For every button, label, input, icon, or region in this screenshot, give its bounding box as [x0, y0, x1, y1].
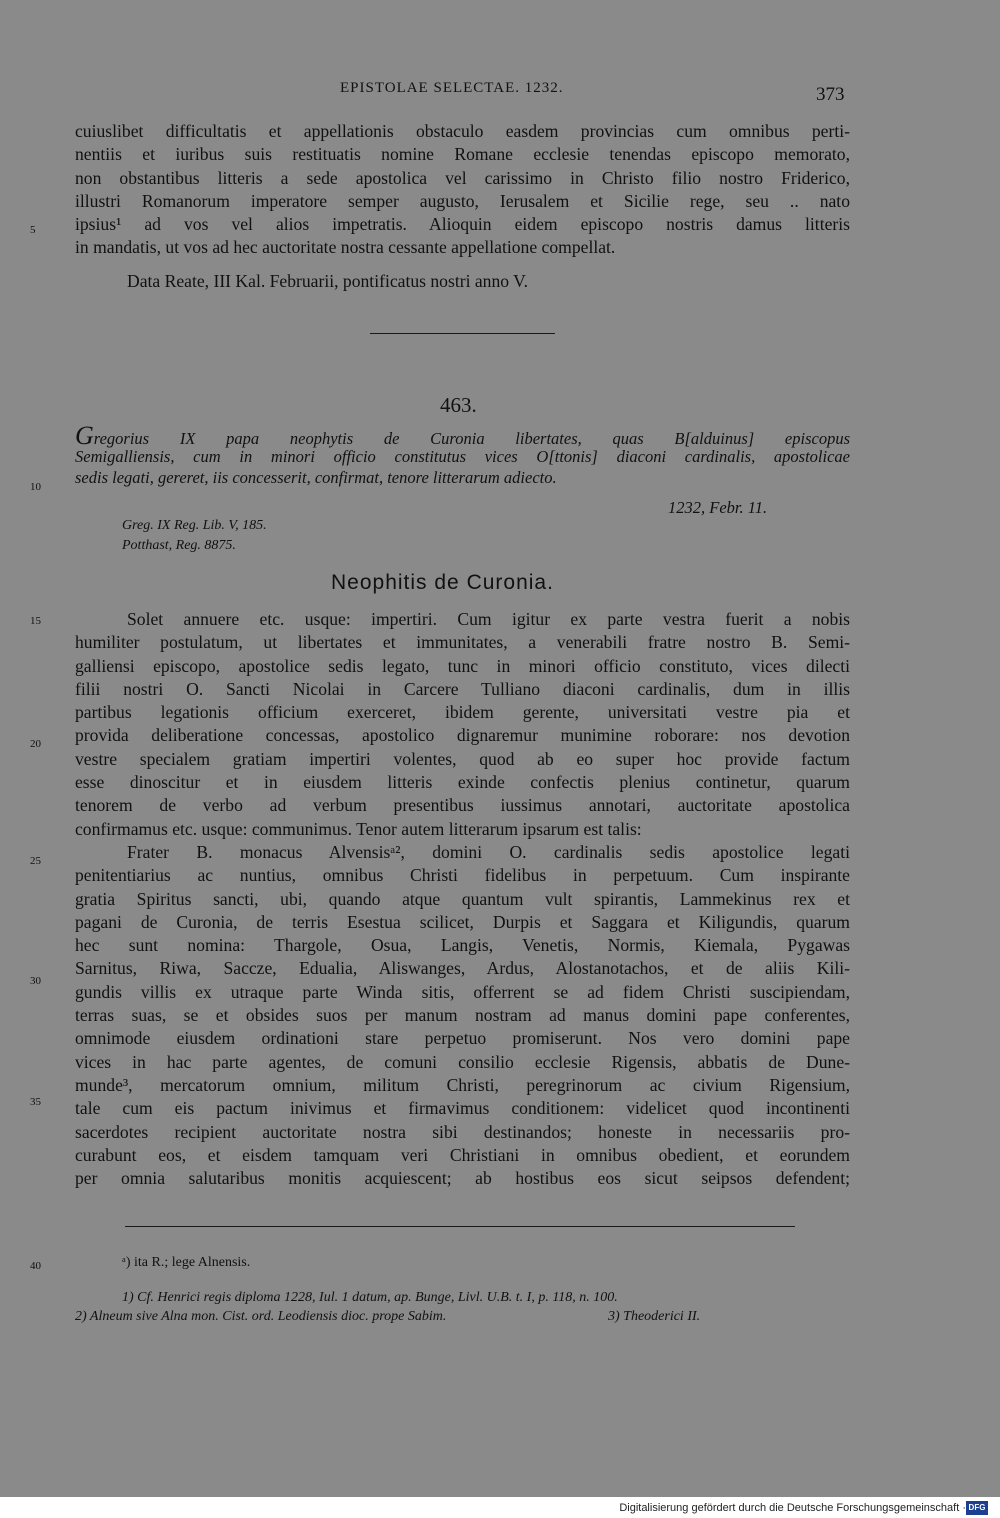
text-line: munde³, mercatorum omnium, militum Christi, peregrinorum ac civium Rigensium, — [75, 1074, 850, 1095]
regest-line: sedis legati, gereret, iis concesserit, confirmat, tenore litterarum adiecto. — [75, 468, 557, 487]
document-date: 1232, Febr. 11. — [668, 498, 768, 517]
text-line: tenorem de verbo ad verbum presentibus iussimus annotari, auctoritate apostolica — [75, 795, 850, 816]
text-line: vices in hac parte agentes, de comuni consilio ecclesie Rigensis, abbatis de Dune- — [75, 1051, 850, 1072]
regest-line: Semigalliensis, cum in minori officio constitutus vices O[ttonis] diaconi cardinalis, apostolicae — [75, 447, 850, 466]
footnote-3: 3) Theoderici II. — [608, 1309, 701, 1324]
text-line: per omnia salutaribus monitis acquiescent; ab hostibus eos sicut seipsos defendent; — [75, 1168, 850, 1189]
source-reference: Greg. IX Reg. Lib. V, 185. — [122, 518, 267, 533]
line-number: 15 — [30, 615, 41, 627]
text-line: Data Reate, III Kal. Februarii, pontificatus nostri anno V. — [127, 271, 528, 291]
text-line: pagani de Curonia, de terris Esestua scilicet, Durpis et Saggara et Kiligundis, quarum — [75, 911, 850, 932]
text-line: gratia Spiritus sancti, ubi, quando atque quantum vult spirantis, Lammekinus rex et — [75, 888, 850, 909]
source-reference: Potthast, Reg. 8875. — [122, 538, 236, 553]
line-number: 25 — [30, 855, 41, 867]
text-line: tale cum eis pactum inivimus et firmavimus conditionem: videlicet quod incontinenti — [75, 1098, 850, 1119]
main-text — [75, 608, 850, 1190]
text-line: partibus legationis officium exerceret, ibidem gerente, universitati vestre pia et — [75, 702, 850, 723]
funding-credit: Digitalisierung gefördert durch die Deutsche Forschungsgemeinschaft · — [619, 1502, 966, 1514]
text-line: vestre specialem gratiam impertiri volentes, quod ab eo super hoc provide factum — [75, 748, 850, 769]
text-line: terras suas, se et obsides suos per manum nostram ad manus domini pape conferentes, — [75, 1005, 850, 1026]
text-line: curabunt eos, et eisdem tamquam veri Christiani in omnibus obedient, et eorundem — [75, 1144, 850, 1165]
footnote-divider — [125, 1226, 795, 1227]
regest-line-text: regorius IX papa neophytis de Curonia libertates, quas B[alduinus] episcopus — [93, 429, 850, 448]
dfg-logo: DFG — [966, 1501, 988, 1515]
text-line: hec sunt nomina: Thargole, Osua, Langis, Venetis, Normis, Kiemala, Pygawas — [75, 935, 850, 956]
footnote-1: 1) Cf. Henrici regis diploma 1228, Iul. 1 datum, ap. Bunge, Livl. U.B. t. I, p. 118, n. 100. — [122, 1290, 618, 1305]
text-line: penitentiarius ac nuntius, omnibus Christi fidelibus in perpetuum. Cum inspirante — [75, 865, 850, 886]
text-line: omnimode eiusdem ordinationi stare perpetuo promiserunt. Nos vero domini pape — [75, 1028, 850, 1049]
regest-line — [75, 421, 850, 450]
text-line: ipsius¹ ad vos vel alios impetratis. Alioquin eidem episcopo nostris damus litteris — [75, 214, 850, 235]
text-line: cuiuslibet difficultatis et appellationis obstaculo easdem provincias cum omnibus perti- — [75, 121, 850, 141]
page-number: 373 — [816, 84, 845, 105]
line-number: 5 — [30, 224, 36, 236]
text-line: Solet annuere etc. usque: impertiri. Cum igitur ex parte vestra fuerit a nobis — [127, 609, 850, 629]
text-line: esse dinoscitur et in eiusdem litteris exinde confectis plenius continetur, quarum — [75, 772, 850, 793]
text-line: filii nostri O. Sancti Nicolai in Carcere Tulliano diaconi cardinalis, dum in illis — [75, 678, 850, 699]
line-number: 20 — [30, 738, 41, 750]
variant-footnote: ᵃ) ita R.; lege Alnensis. — [122, 1255, 251, 1270]
line-number: 35 — [30, 1096, 41, 1108]
text-line: non obstantibus litteris a sede apostolica vel carissimo in Christo filio nostro Friderico, — [75, 167, 850, 188]
text-line: sacerdotes recipient auctoritate nostra sibi destinandos; honeste in necessariis pro- — [75, 1121, 850, 1142]
regest — [75, 421, 850, 488]
text-line: provida deliberatione concessas, apostolico dignaremur munimine roborare: nos devotion — [75, 725, 850, 746]
letter-title: Neophitis de Curonia. — [331, 571, 554, 594]
text-line: Frater B. monacus Alvensisᵃ², domini O. cardinalis sedis apostolice legati — [127, 841, 850, 862]
section-divider — [370, 333, 555, 334]
line-number: 30 — [30, 975, 41, 987]
intro-paragraph — [75, 120, 850, 260]
text-line: galliensi episcopo, apostolice sedis legato, tunc in minori officio constituto, vices dilecti — [75, 655, 850, 676]
text-line: Sarnitus, Riwa, Saccze, Edualia, Aliswanges, Ardus, Alostanotachos, et de aliis Kili- — [75, 958, 850, 979]
line-number: 10 — [30, 481, 41, 493]
line-number: 40 — [30, 1260, 41, 1272]
text-line: in mandatis, ut vos ad hec auctoritate nostra cessante appellatione compellat. — [75, 237, 616, 258]
text-line: nentiis et iuribus suis restituatis nomine Romane ecclesie tenendas episcopo memorato, — [75, 144, 850, 165]
intro-dating-clause — [75, 270, 850, 293]
footnote-2: 2) Alneum sive Alna mon. Cist. ord. Leodiensis dioc. prope Sabim. — [75, 1309, 447, 1324]
text-line: gundis villis ex utraque parte Winda sitis, offerrent se ad fidem Christi suscipiendam, — [75, 981, 850, 1002]
text-line: humiliter postulatum, ut libertates et immunitates, a venerabili fratre nostro B. Semi- — [75, 632, 850, 653]
document-number: 463. — [440, 393, 477, 417]
text-line: confirmamus etc. usque: communimus. Tenor autem litterarum ipsarum est talis: — [75, 818, 642, 839]
initial-letter: G — [75, 421, 94, 450]
text-line: illustri Romanorum imperatore semper augusto, Ierusalem et Sicilie rege, seu .. nato — [75, 190, 850, 211]
running-head: EPISTOLAE SELECTAE. 1232. — [340, 80, 564, 96]
